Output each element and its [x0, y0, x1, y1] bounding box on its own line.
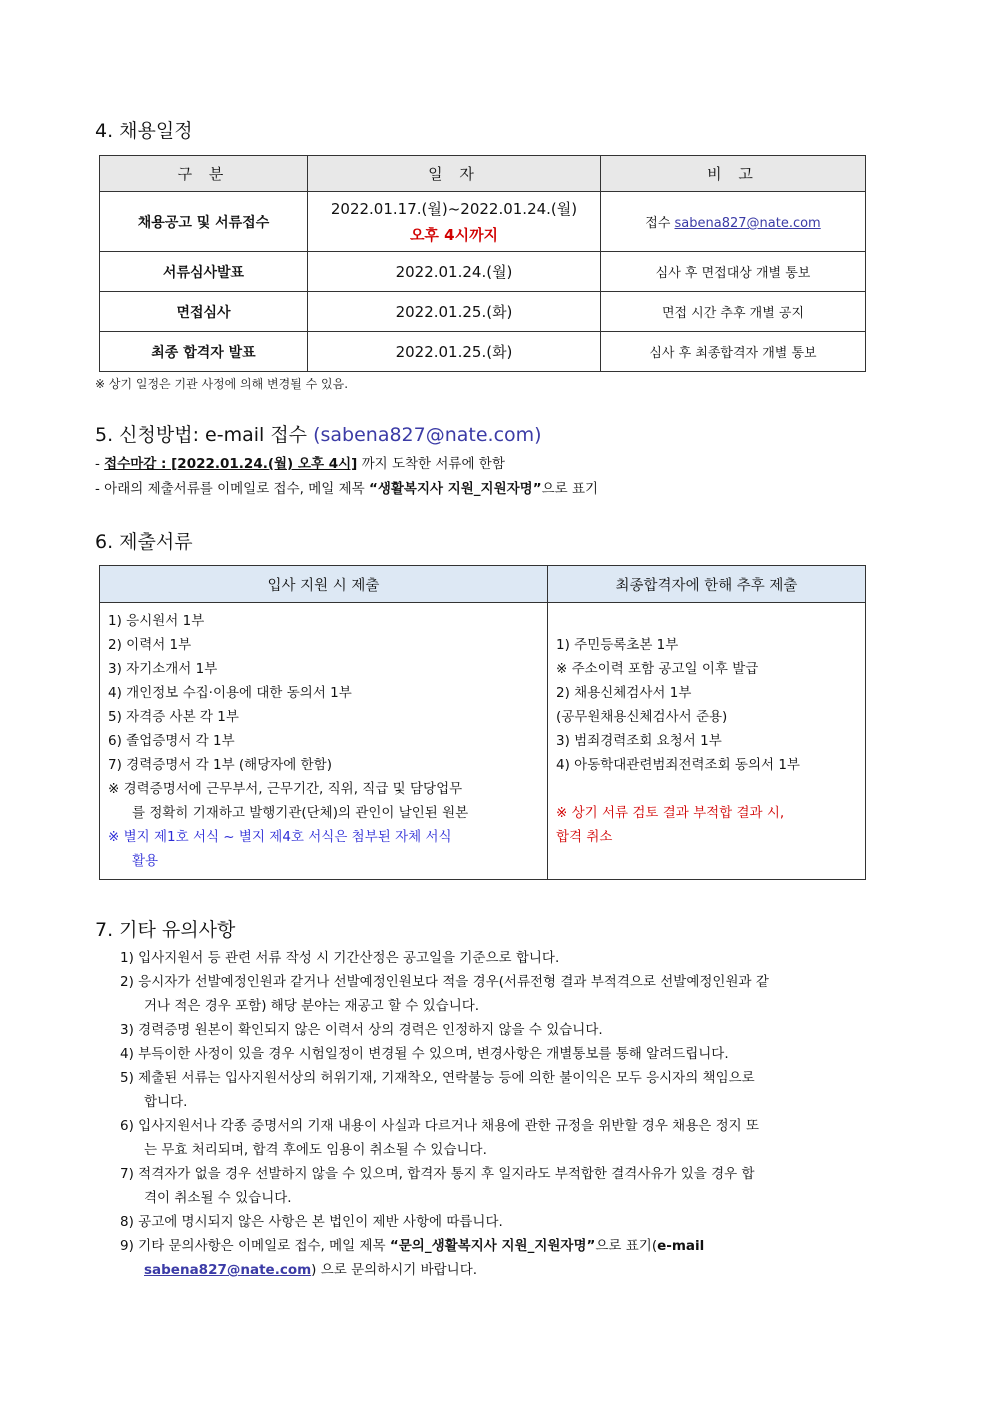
section-5-title	[95, 420, 542, 447]
document-item: 5) 자격증 사본 각 1부	[108, 709, 239, 725]
schedule-row-note: 면접 시간 추후 개별 공지	[601, 292, 866, 332]
schedule-deadline-time: 오후 4시까지	[409, 225, 499, 244]
schedule-row-date: 2022.01.25.(화)	[308, 332, 601, 372]
documents-header-apply: 입사 지원 시 제출	[100, 566, 548, 603]
schedule-row-label: 채용공고 및 서류접수	[100, 192, 308, 252]
schedule-row-label: 최종 합격자 발표	[100, 332, 308, 372]
career-cert-note-cont: 를 정확히 기재하고 발행기관(단체)의 관인이 날인된 원본	[132, 805, 469, 821]
notice-text-cont: 는 무효 처리되며, 합격 후에도 임용이 취소될 수 있습니다.	[144, 1142, 487, 1158]
notice-text-cont: 격이 취소될 수 있습니다.	[144, 1190, 292, 1206]
document-item: ※ 주소이력 포함 공고일 이후 발급	[556, 661, 759, 677]
notice-text: 1) 입사지원서 등 관련 서류 작성 시 기간산정은 공고일을 기준으로 합니다.	[120, 950, 560, 966]
notice-9-bold: “문의_생활복지사 지원_지원자명”	[389, 1238, 596, 1254]
form-note-cont: 활용	[132, 853, 159, 869]
schedule-row-date	[308, 192, 601, 252]
document-item: 6) 졸업증명서 각 1부	[108, 733, 235, 749]
notice-item	[120, 1114, 900, 1162]
method-prefix: - 아래의 제출서류를 이메일로 접수, 메일 제목	[95, 481, 369, 497]
document-item: 4) 개인정보 수집·이용에 대한 동의서 1부	[108, 685, 352, 701]
disqualify-note-cont: 합격 취소	[556, 829, 613, 845]
deadline-bold: 접수마감 : [2022.01.24.(월) 오후 4시]	[104, 456, 358, 472]
disqualify-note: ※ 상기 서류 검토 결과 부적합 결과 시,	[556, 805, 785, 821]
notice-text: 6) 입사지원서나 각종 증명서의 기재 내용이 사실과 다르거나 채용에 관한 규정을 위반할 경우 채용은 정지 또	[120, 1118, 759, 1134]
notice-item	[120, 1018, 900, 1042]
deadline-rest: 까지 도착한 서류에 한함	[357, 456, 505, 472]
schedule-row-label: 서류심사발표	[100, 252, 308, 292]
schedule-row-date: 2022.01.24.(월)	[308, 252, 601, 292]
apply-deadline-line	[95, 452, 505, 472]
schedule-row-label: 면접심사	[100, 292, 308, 332]
schedule-header-note: 비 고	[601, 156, 866, 192]
document-item: 7) 경력증명서 각 1부 (해당자에 한함)	[108, 757, 332, 773]
document-item: 3) 범죄경력조회 요청서 1부	[556, 733, 722, 749]
document-item	[556, 609, 857, 633]
method-rest: 으로 표기	[541, 481, 599, 497]
notice-text: 8) 공고에 명시되지 않은 사항은 본 법인이 제반 사항에 따릅니다.	[120, 1214, 503, 1230]
method-bold: “생활복지사 지원_지원자명”	[368, 481, 542, 497]
notice-item	[120, 1066, 900, 1114]
notice-item	[120, 1210, 900, 1234]
schedule-date-text: 2022.01.17.(월)~2022.01.24.(월)	[330, 199, 578, 218]
document-item: 1) 주민등록초본 1부	[556, 637, 679, 653]
notice-item	[120, 1042, 900, 1066]
document-item: 1) 응시원서 1부	[108, 613, 205, 629]
documents-apply-cell	[100, 603, 548, 880]
deadline-prefix: -	[95, 456, 105, 472]
notice-text-cont: 거나 적은 경우 포함) 해당 분야는 재공고 할 수 있습니다.	[144, 998, 480, 1014]
notice-9-email-link[interactable]: sabena827@nate.com	[144, 1262, 312, 1278]
schedule-row-note: 심사 후 최종합격자 개별 통보	[601, 332, 866, 372]
notice-9-end: ) 으로 문의하시기 바랍니다.	[311, 1262, 478, 1278]
email-link[interactable]: sabena827@nate.com	[674, 216, 821, 231]
notice-item	[120, 1162, 900, 1210]
apply-method-line	[95, 477, 598, 497]
schedule-header-category: 구 분	[100, 156, 308, 192]
documents-table	[99, 565, 866, 880]
section-7-title: 7. 기타 유의사항	[95, 919, 236, 941]
note-prefix: 접수	[645, 216, 675, 231]
notice-item	[120, 970, 900, 1018]
section-5-title-text: 5. 신청방법: e-mail 접수	[95, 424, 314, 446]
notice-9-text: 9) 기타 문의사항은 이메일로 접수, 메일 제목	[120, 1238, 390, 1254]
document-item: 2) 이력서 1부	[108, 637, 192, 653]
schedule-table	[99, 155, 866, 372]
notice-text: 5) 제출된 서류는 입사지원서상의 허위기재, 기재착오, 연락불능 등에 의한 불이익은 모두 응시자의 책임으로	[120, 1070, 755, 1086]
documents-header-final: 최종합격자에 한해 추후 제출	[548, 566, 866, 603]
notice-text: 3) 경력증명 원본이 확인되지 않은 이력서 상의 경력은 인정하지 않을 수 있습니다.	[120, 1022, 603, 1038]
document-item	[556, 777, 857, 801]
notice-text-cont: 합니다.	[144, 1094, 188, 1110]
form-note: ※ 별지 제1호 서식 ~ 별지 제4호 서식은 첨부된 자체 서식	[108, 829, 452, 845]
schedule-row-note: 심사 후 면접대상 개별 통보	[601, 252, 866, 292]
notice-9-email-label: e-mail	[657, 1238, 705, 1254]
document-item: 2) 채용신체검사서 1부	[556, 685, 692, 701]
notice-text: 4) 부득이한 사정이 있을 경우 시험일정이 변경될 수 있으며, 변경사항은 개별통보를 통해 알려드립니다.	[120, 1046, 729, 1062]
notice-text: 2) 응시자가 선발예정인원과 같거나 선발예정인원보다 적을 경우(서류전형 결과 부적격으로 선발예정인원과 같	[120, 974, 769, 990]
notice-list	[120, 946, 900, 1282]
section-5-title-email: (sabena827@nate.com)	[313, 424, 542, 446]
notice-item	[120, 946, 900, 970]
document-item: 3) 자기소개서 1부	[108, 661, 218, 677]
document-item: (공무원채용신체검사서 준용)	[556, 709, 728, 725]
schedule-header-date: 일 자	[308, 156, 601, 192]
documents-final-cell	[548, 603, 866, 880]
notice-text: 7) 적격자가 없을 경우 선발하지 않을 수 있으며, 합격자 통지 후 일지라도 부적합한 결격사유가 있을 경우 합	[120, 1166, 755, 1182]
notice-9-rest: 으로 표기(	[595, 1238, 658, 1254]
career-cert-note: ※ 경력증명서에 근무부서, 근무기간, 직위, 직급 및 담당업무	[108, 781, 463, 797]
schedule-footnote: ※ 상기 일정은 기관 사정에 의해 변경될 수 있음.	[95, 377, 349, 391]
document-item: 4) 아동학대관련범죄전력조회 동의서 1부	[556, 757, 800, 773]
schedule-row-note	[601, 192, 866, 252]
section-6-title: 6. 제출서류	[95, 531, 193, 553]
schedule-row-date: 2022.01.25.(화)	[308, 292, 601, 332]
section-4-title: 4. 채용일정	[95, 120, 193, 142]
notice-item	[120, 1234, 900, 1282]
